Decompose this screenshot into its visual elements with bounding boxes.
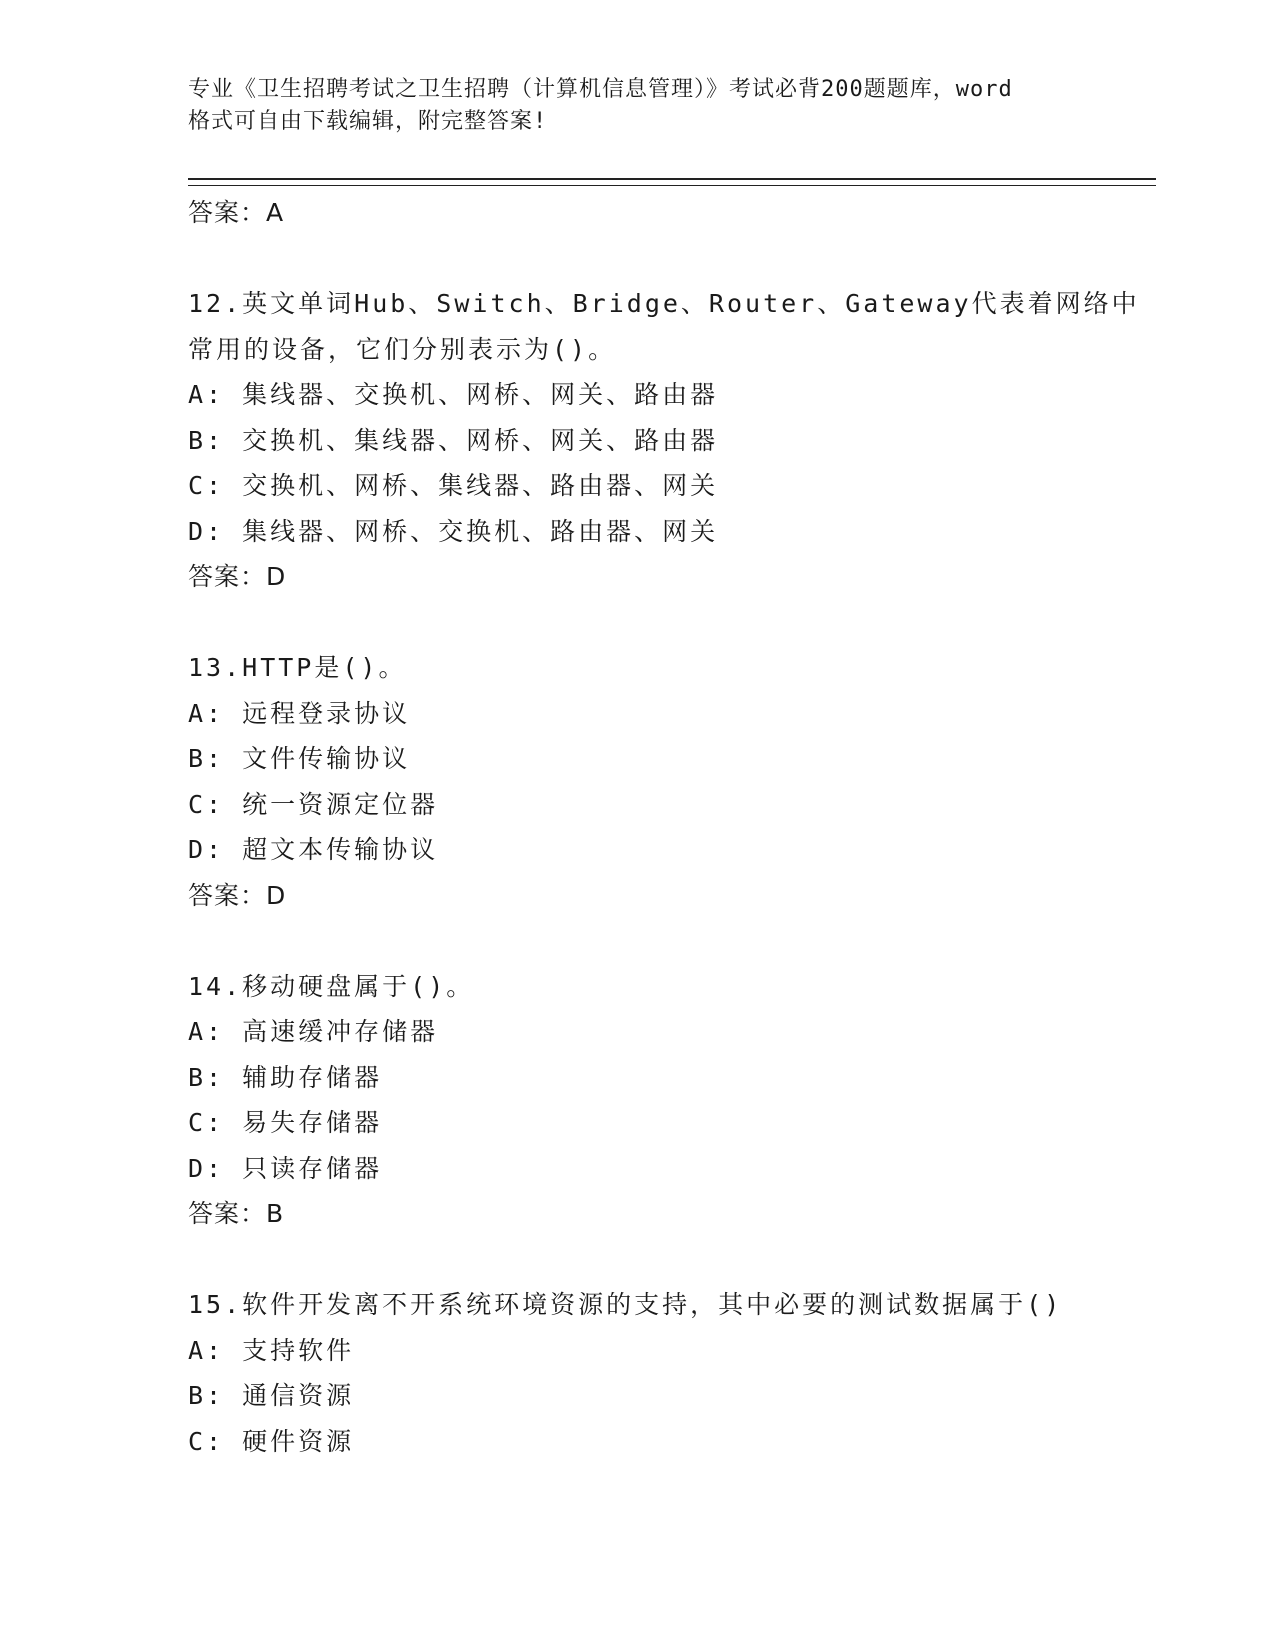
question-stem: 12.英文单词Hub、Switch、Bridge、Router、Gateway代表着网络中	[188, 289, 1140, 318]
option-c: C: 硬件资源	[188, 1426, 355, 1456]
question-block	[188, 1282, 1088, 1464]
option-b: B: 辅助存储器	[188, 1062, 383, 1092]
option-d: D: 集线器、网桥、交换机、路由器、网关	[188, 516, 719, 546]
answer-line: 答案：A	[188, 198, 285, 227]
header-title-line-1: 专业《卫生招聘考试之卫生招聘（计算机信息管理）》考试必背200题题库，word	[188, 77, 1013, 102]
header-title-line-2: 格式可自由下载编辑，附完整答案!	[188, 109, 548, 134]
option-a: A: 高速缓冲存储器	[188, 1017, 439, 1046]
answer-line: 答案：D	[188, 880, 287, 910]
option-b: B: 通信资源	[188, 1381, 355, 1410]
question-stem: 14.移动硬盘属于()。	[188, 971, 475, 1001]
header-divider	[188, 178, 1156, 186]
option-d: D: 只读存储器	[188, 1153, 383, 1183]
page-header	[188, 74, 1088, 138]
option-a: A: 支持软件	[188, 1335, 355, 1365]
question-block	[188, 645, 1088, 918]
option-b: B: 交换机、集线器、网桥、网关、路由器	[188, 425, 719, 455]
option-b: B: 文件传输协议	[188, 744, 411, 773]
option-d: D: 超文本传输协议	[188, 835, 439, 864]
spacer	[188, 1237, 1088, 1283]
spacer	[188, 918, 1088, 964]
question-block	[188, 281, 1140, 600]
option-a: A: 远程登录协议	[188, 698, 411, 728]
answer-line: 答案：D	[188, 562, 287, 591]
question-stem: 13.HTTP是()。	[188, 653, 407, 682]
spacer	[188, 236, 1088, 282]
option-a: A: 集线器、交换机、网桥、网关、路由器	[188, 380, 719, 409]
question-block	[188, 964, 1088, 1237]
answer-line: 答案：B	[188, 1199, 285, 1228]
option-c: C: 易失存储器	[188, 1108, 383, 1137]
option-c: C: 统一资源定位器	[188, 789, 439, 819]
document-body	[188, 190, 1140, 1464]
spacer	[188, 600, 1088, 646]
question-stem: 15.软件开发离不开系统环境资源的支持，其中必要的测试数据属于()	[188, 1290, 1063, 1319]
option-c: C: 交换机、网桥、集线器、路由器、网关	[188, 471, 719, 500]
question-stem-continuation: 常用的设备，它们分别表示为()。	[188, 334, 617, 364]
